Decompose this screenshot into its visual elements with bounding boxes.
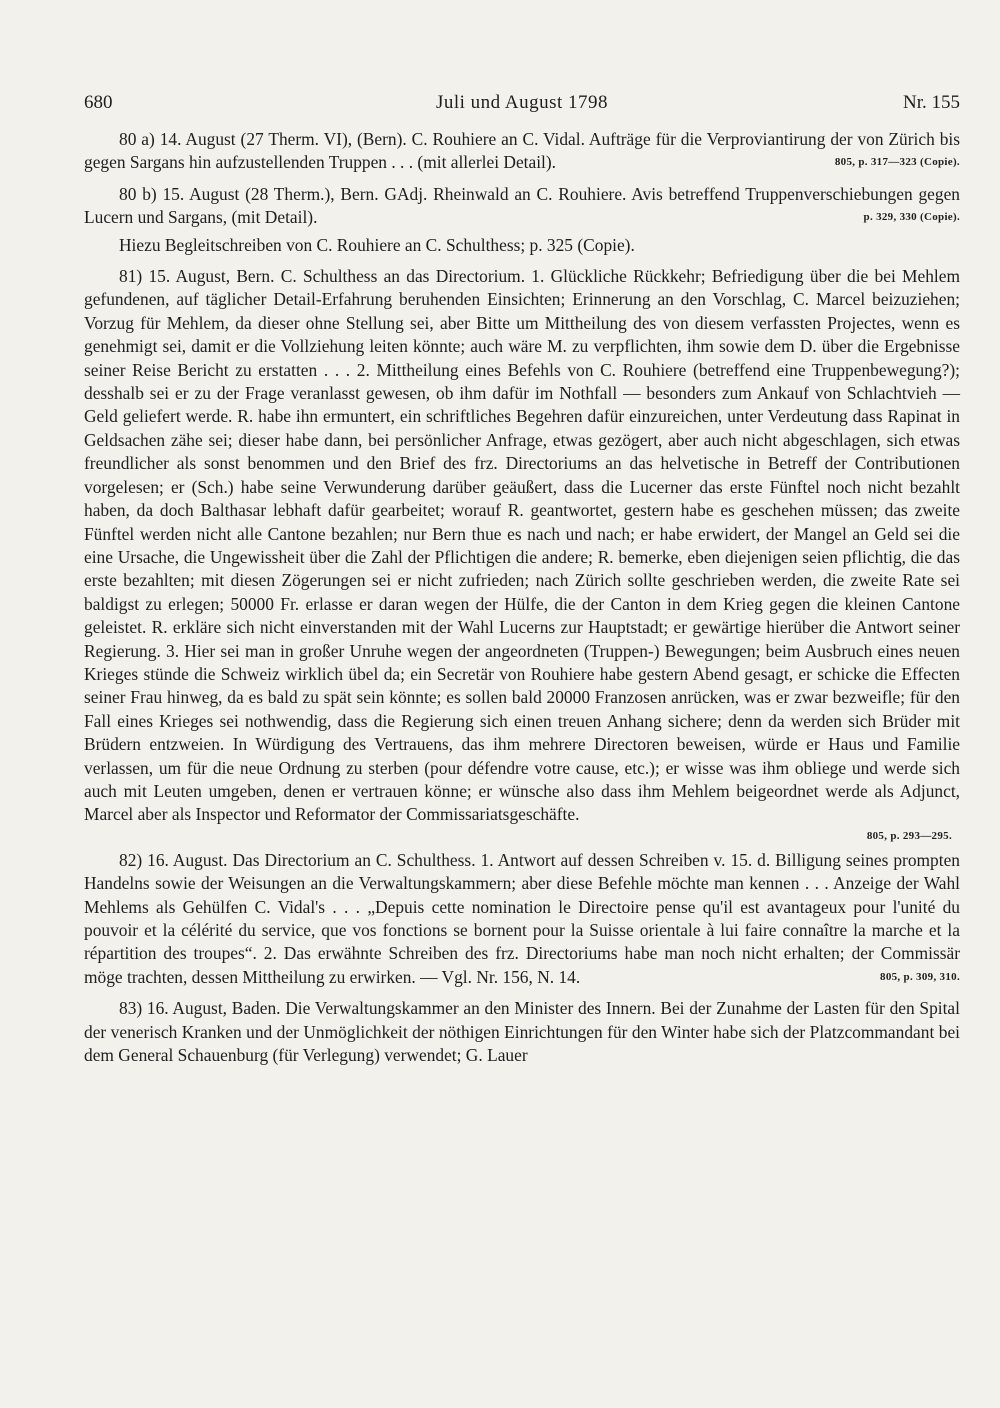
- entry-80b: [84, 183, 960, 230]
- entry-83-text: 83) 16. August, Baden. Die Verwaltungskammer an den Minister des Innern. Bei der Zunahme der Lasten für den Spital der venerisch Kranken und der Unmöglichkeit der nöthigen Einrichtungen für den Winter habe sich der Platzcommandant bei dem General Schauenburg (für Verlegung) verwendet; G. Lauer: [84, 998, 960, 1066]
- entry-80b-note: Hiezu Begleitschreiben von C. Rouhiere an C. Schulthess; p. 325 (Copie).: [119, 234, 635, 255]
- page-body: [84, 128, 960, 1075]
- entry-81-text: 81) 15. August, Bern. C. Schulthess an das Directorium. 1. Glückliche Rückkehr; Befriedigung über die bei Mehlem gefundenen, auf täglicher Detail-Erfahrung beruhenden Einsichten; Erinnerung an den Vorschlag, C. Marcel beizuziehen; Vorzug für Mehlem, da dieser ohne Stellung sei, aber Bitte um Mittheilung des von diesem verfassten Projectes, wenn es genehmigt sei, damit er die Vollziehung leiten könnte; auch wäre M. zu verpflichten, ihm sowie dem D. über die Ergebnisse seiner Reise Bericht zu erstatten . . . 2. Mittheilung eines Befehls von C. Rouhiere (betreffend eine Truppenbewegung?); desshalb sei er zu der Frage veranlasst gewesen, ob ihm dafür im Nothfall — besonders zum Ankauf von Schlachtvieh — Geld geliefert werde. R. habe ihn ermuntert, ein schriftliches Begehren dafür einzureichen, unter Verdeutung dass Rapinat in Geldsachen zähe sei; dieser habe dann, bei persönlicher Anfrage, etwas gezögert, aber auch nicht abgeschlagen, sich etwas freundlicher als sonst benommen und den Brief des frz. Directoriums an das helvetische in Betreff der Contributionen vorgelesen; er (Sch.) habe seine Verwunderung darüber geäußert, dass die Lucerner das erste Fünftel noch nicht bezahlt haben, da doch Balthasar lebhaft dafür gearbeitet; worauf R. geantwortet, gestern habe es geschehen müssen; das zweite Fünftel werden nicht alle Cantone bezahlen; nur Bern thue es nach und nach; er habe erwidert, der Mangel an Geld sei die eine Ursache, die Ungewissheit über die Zahl der Pflichtigen die andere; R. bemerke, eben diejenigen seien pflichtig, die das erste bezahlten; mit diesen Zögerungen sei er nicht zufrieden; nach Zürich sollte geschrieben werden, die zweite Rate sei baldigst zu erlegen; 50000 Fr. erlasse er daran wegen der Hülfe, die der Canton in dem Krieg gegen die kleinen Cantone geleistet. R. erkläre sich nicht einverstanden mit der Wahl Lucerns zur Hauptstadt; er gewärtige hierüber die Antwort seiner Regierung. 3. Hier sei man in großer Unruhe wegen der angeordneten (Truppen-) Bewegungen; beim Ausbruch eines neuen Krieges stünde die Schweiz wirklich übel da; ein Secretär von Rouhiere habe gestern Abend gesagt, er schicke die Effecten seiner Frau hinweg, da es bald zu spät sein könnte; es sollen bald 20000 Franzosen anrücken, was er zwar bezweifle; für den Fall eines Krieges sei nothwendig, dass die Regierung sich einen treuen Anhang sichere; denn da werden sich Brüder mit Brüdern entzweien. In Würdigung des Vertrauens, das ihm mehrere Directoren beweisen, würde er Haus und Familie verlassen, um für die neue Ordnung zu sterben (pour défendre votre cause, etc.); er wisse was ihm obliege und werde sich auch mit Leuten umgeben, denen er vertrauen könne; er wünsche also dass ihm Mehlem beigeordnet werde als Adjunct, Marcel aber als Inspector und Reformator der Commissariatsgeschäfte.: [84, 266, 960, 825]
- entry-82-text: 82) 16. August. Das Directorium an C. Schulthess. 1. Antwort auf dessen Schreiben v. 15. d. Billigung seines prompten Handelns sowie der Weisungen an die Verwaltungskammern; aber diese Befehle möchte man kennen . . . Anzeige der Wahl Mehlems als Gehülfen C. Vidal's . . . „Depuis cette nomination le Directoire pense qu'il est avantageux pour l'unité du pouvoir et la célérité du service, que vos fonctions se bornent pour la Suisse orientale à lui faire connaître la marche et la répartition des troupes“. 2. Das erwähnte Schreiben des frz. Directoriums habe man noch nicht erhalten; der Commissär möge trachten, dessen Mittheilung zu erwirken. — Vgl. Nr. 156, N. 14.: [84, 849, 960, 987]
- entry-80a: [84, 128, 960, 175]
- entry-80b-reference: p. 329, 330 (Copie).: [863, 211, 960, 224]
- entry-83: [84, 997, 960, 1067]
- entry-80b-text: 80 b) 15. August (28 Therm.), Bern. GAdj. Rheinwald an C. Rouhiere. Avis betreffend Truppenverschiebungen gegen Lucern und Sargans, (mit Detail).: [84, 183, 960, 228]
- entry-80a-text: 80 a) 14. August (27 Therm. VI), (Bern). C. Rouhiere an C. Vidal. Aufträge für die Verproviantirung der von Zürich bis gegen Sargans hin aufzustellenden Truppen . . . (mit allerlei Detail).: [84, 129, 960, 173]
- entry-82: [84, 849, 960, 989]
- running-title: Juli und August 1798: [435, 92, 609, 113]
- entry-80a-reference: 805, p. 317—323 (Copie).: [834, 156, 960, 169]
- page-number: 680: [84, 92, 113, 113]
- entry-81-reference: 805, p. 293—295.: [866, 829, 952, 842]
- entry-82-reference: 805, p. 309, 310.: [880, 970, 960, 983]
- page-header: [84, 92, 960, 120]
- document-number: Nr. 155: [903, 92, 960, 113]
- entry-81: [84, 265, 960, 827]
